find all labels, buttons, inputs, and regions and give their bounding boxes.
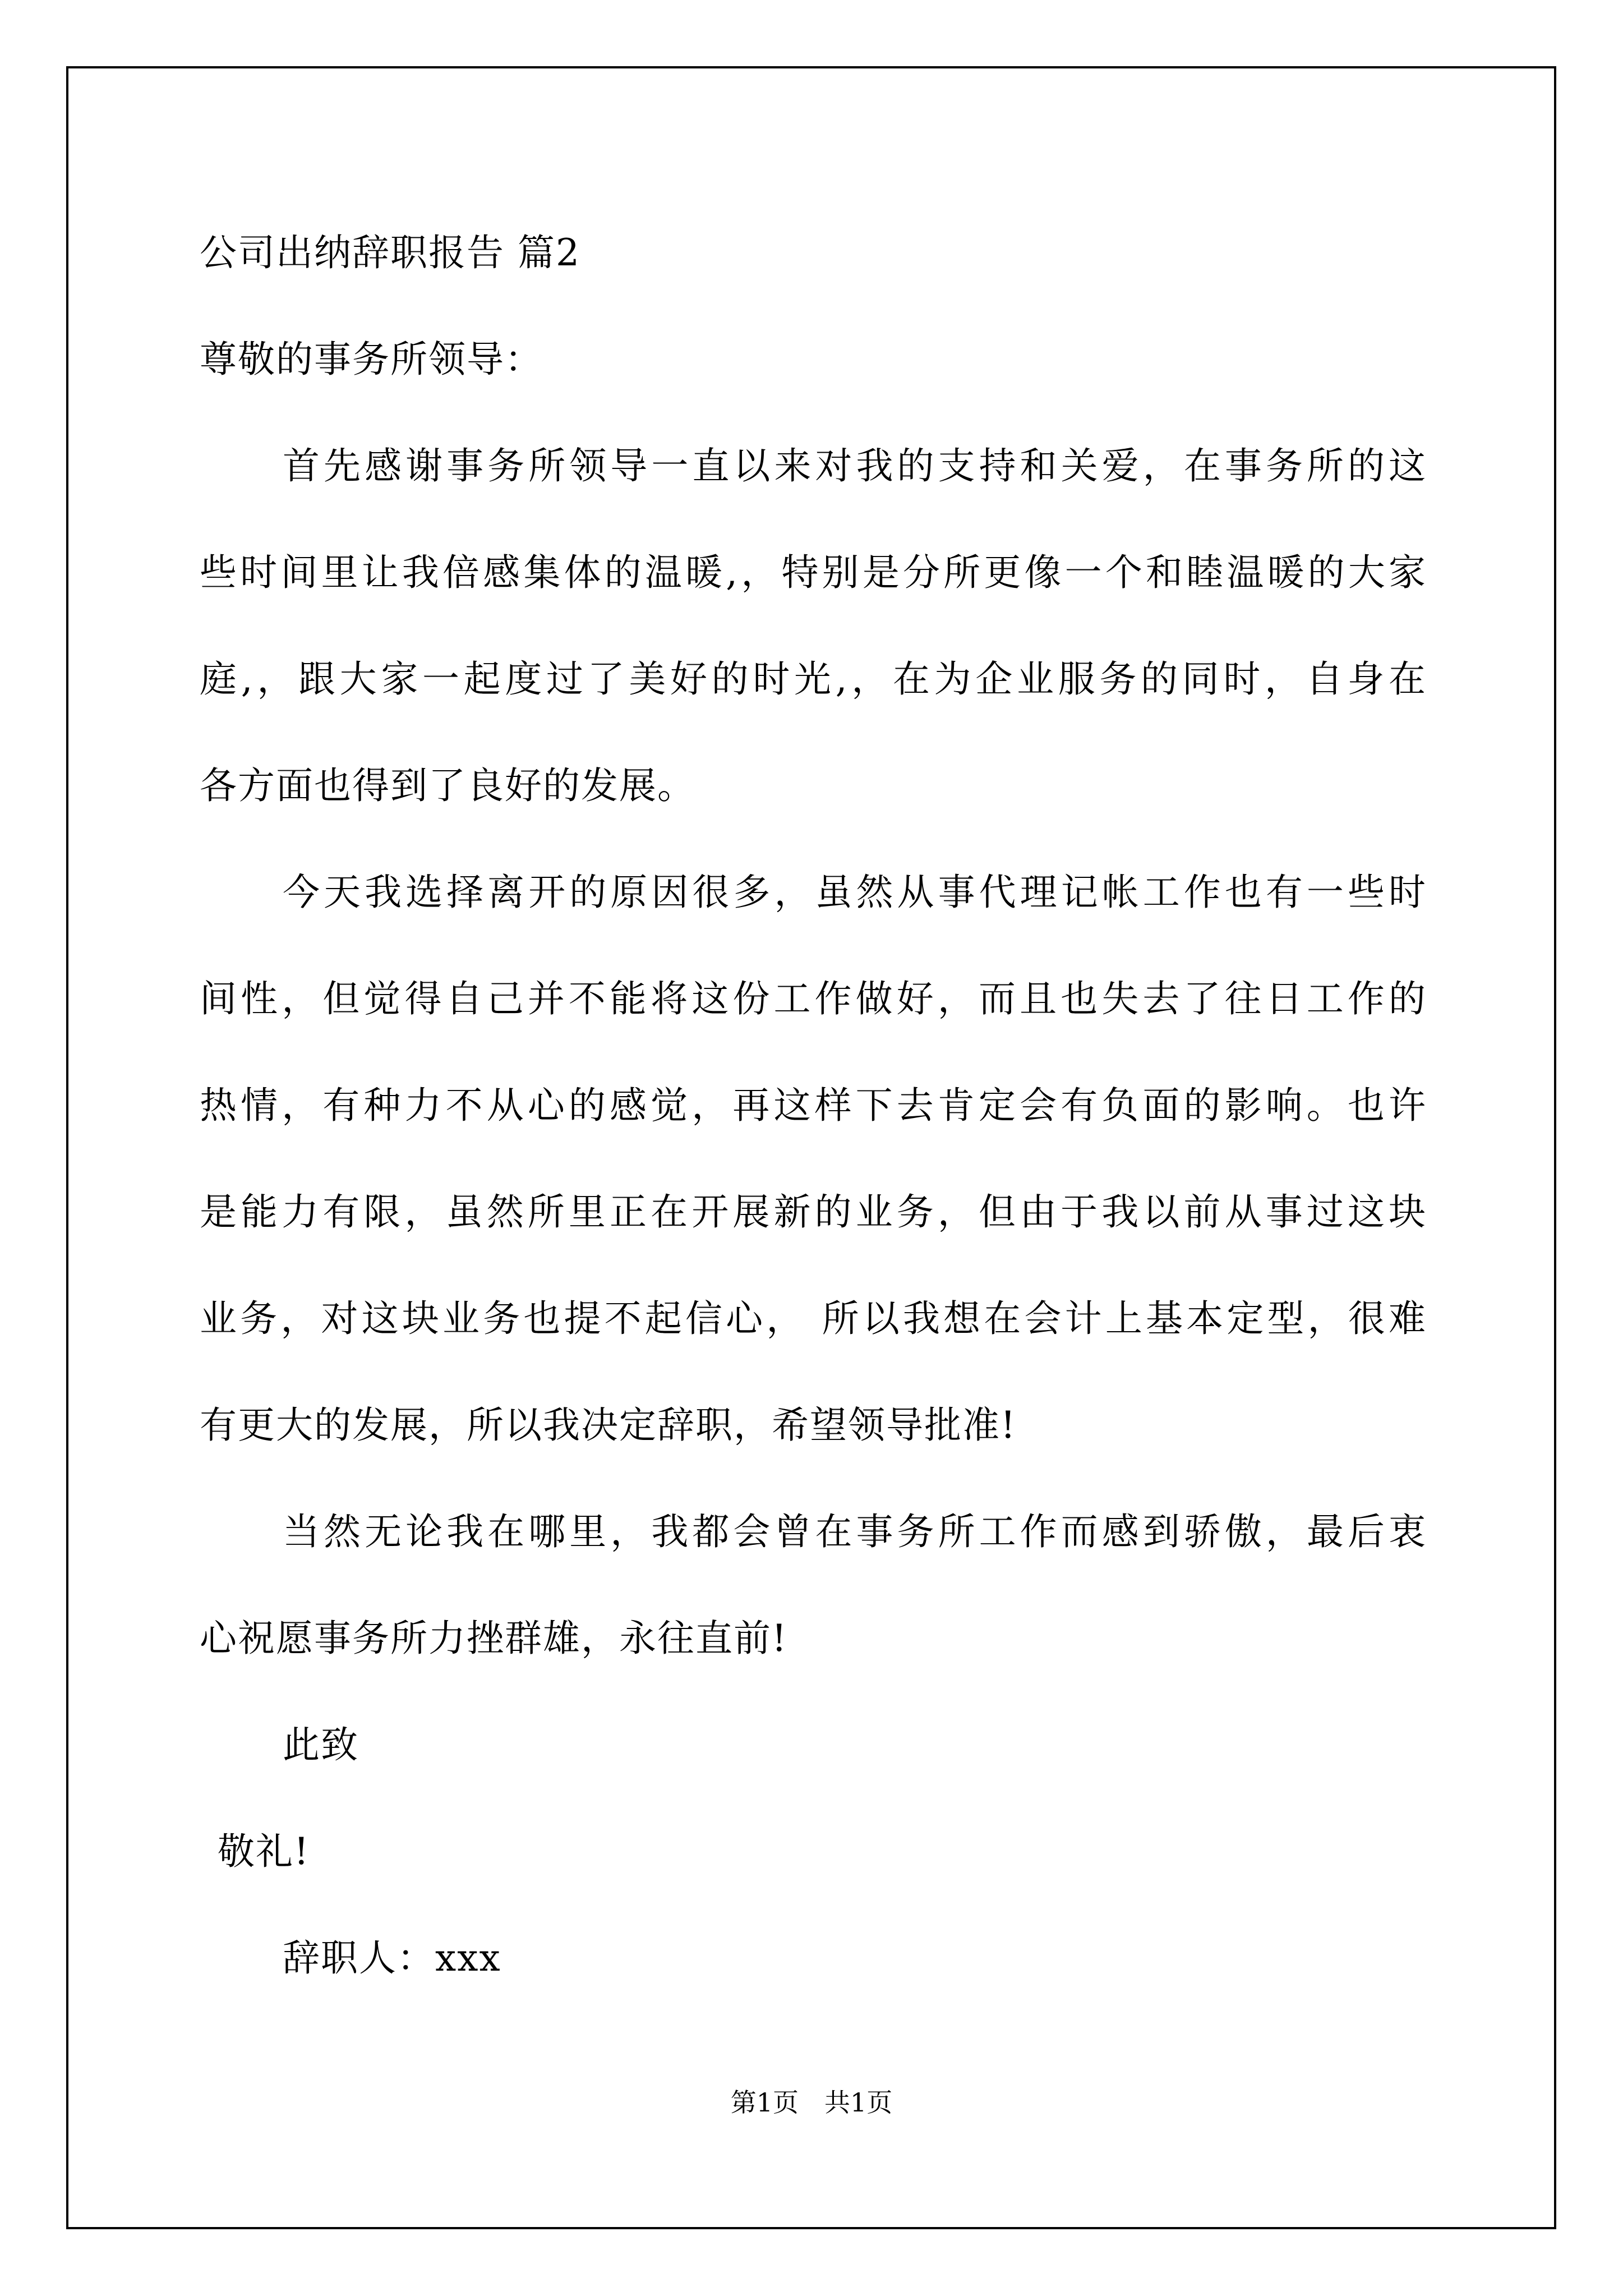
paragraph-1-line-3: 庭,，跟大家一起度过了美好的时光,，在为企业服务的同时，自身在 [200,657,1427,701]
page-footer: 第1页 共1页 [730,2087,893,2118]
paragraph-3-line-1: 当然无论我在哪里，我都会曾在事务所工作而感到骄傲，最后衷 [283,1510,1427,1553]
salutation: 尊敬的事务所领导： [200,338,543,381]
closing-text: 此致 [283,1723,359,1766]
paragraph-2-line-6: 有更大的发展，所以我决定辞职，希望领导批准! [200,1404,1017,1447]
paragraph-2-line-2: 间性，但觉得自己并不能将这份工作做好，而且也失去了往日工作的 [200,977,1427,1020]
signature-line: 辞职人：xxx [283,1936,501,1980]
paragraph-1-line-1: 首先感谢事务所领导一直以来对我的支持和关爱，在事务所的这 [283,444,1427,487]
paragraph-2-line-1: 今天我选择离开的原因很多，虽然从事代理记帐工作也有一些时 [283,871,1427,914]
paragraph-2-line-5: 业务，对这块业务也提不起信心， 所以我想在会计上基本定型，很难 [200,1297,1427,1340]
paragraph-1-line-2: 些时间里让我倍感集体的温暖,，特别是分所更像一个和睦温暖的大家 [200,551,1427,594]
paragraph-1-line-4: 各方面也得到了良好的发展。 [200,764,695,807]
paragraph-2-line-4: 是能力有限，虽然所里正在开展新的业务，但由于我以前从事过这块 [200,1190,1427,1234]
page-border [66,66,1556,2229]
paragraph-3-line-2: 心祝愿事务所力挫群雄，永往直前! [200,1617,788,1660]
regards-text: 敬礼! [218,1830,310,1873]
document-title: 公司出纳辞职报告 篇2 [200,231,580,274]
paragraph-2-line-3: 热情，有种力不从心的感觉，再这样下去肯定会有负面的影响。也许 [200,1084,1427,1127]
